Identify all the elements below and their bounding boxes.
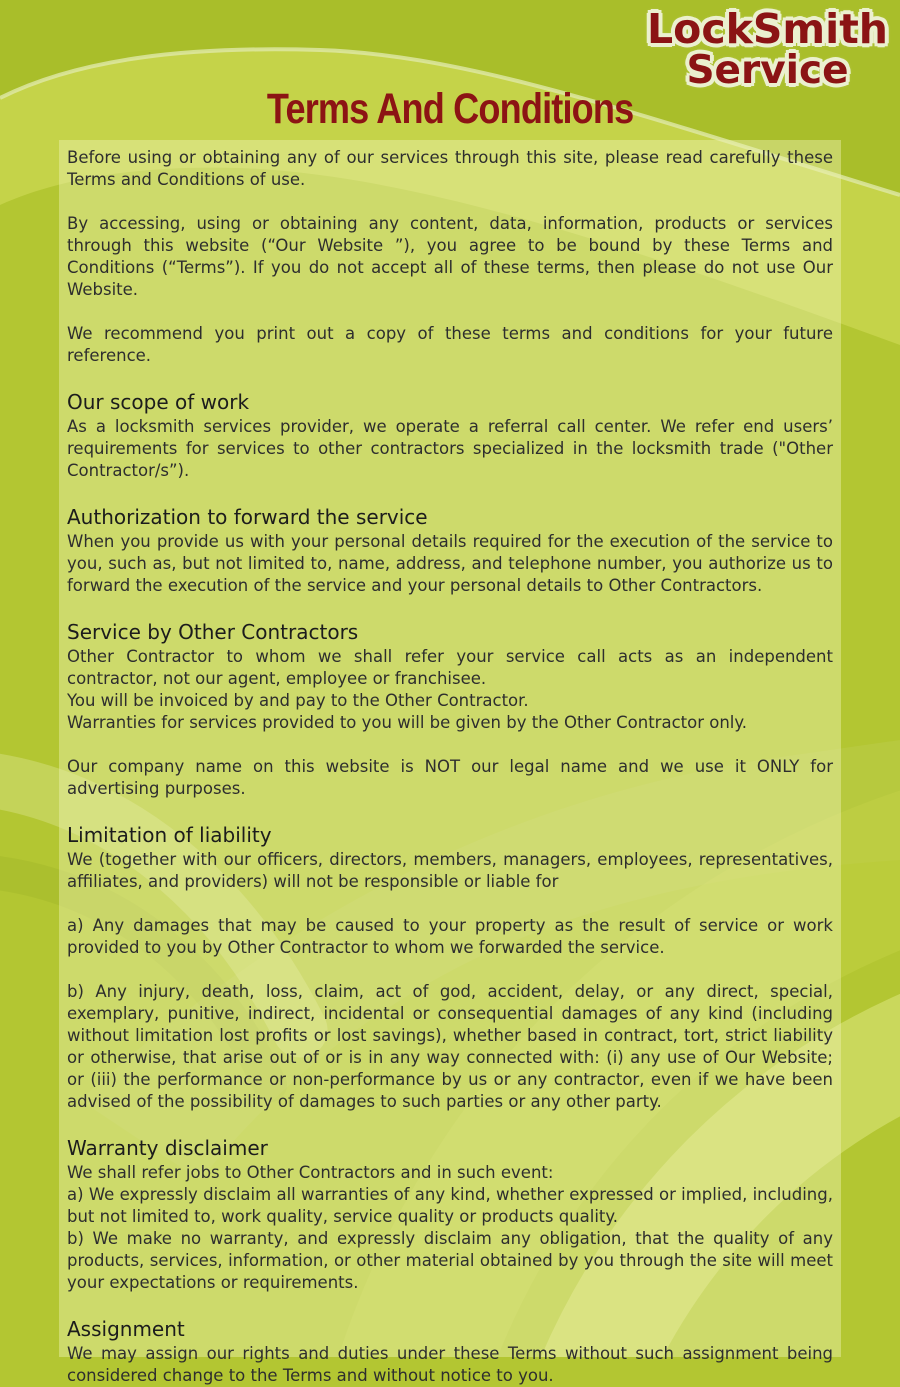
paragraph: Our company name on this website is NOT our legal name and we use it ONLY for advertising purposes.	[67, 757, 833, 798]
logo-line-2: Service	[686, 48, 849, 94]
section-heading: Warranty disclaimer	[67, 1136, 268, 1160]
paragraph: As a locksmith services provider, we operate a referral call center. We refer end users’ requirements for services to other contractors specialized in the locksmith trade ("Other Contractor/s”).	[67, 417, 833, 480]
section-heading: Our scope of work	[67, 390, 250, 414]
paragraph: We shall refer jobs to Other Contractors and in such event: a) We expressly disclaim all warranties of any kind, whether expressed or implied, including, but not limited to, work quality, service quality or products quality. b) We make no warranty, and expressly disclaim any obligation, that the quality of any products, services, information, or other material obtained by you through the site will meet your expectations or requirements.	[67, 1163, 833, 1292]
logo	[647, 5, 888, 94]
paragraph: Before using or obtaining any of our services through this site, please read carefully these Terms and Conditions of use.	[67, 148, 833, 189]
paragraph: We (together with our officers, directors, members, managers, employees, representatives, affiliates, and providers) will not be responsible or liable for	[67, 850, 833, 891]
terms-panel	[59, 140, 841, 1385]
paragraph: Other Contractor to whom we shall refer your service call acts as an independent contractor, not our agent, employee or franchisee. You will be invoiced by and pay to the Other Contractor. Warranties for services provided to you will be given by the Other Contractor only.	[67, 647, 833, 732]
page-title	[0, 86, 900, 132]
page-title-text: Terms And Conditions	[266, 85, 634, 133]
section-heading: Authorization to forward the service	[67, 505, 428, 529]
section-heading: Assignment	[67, 1317, 185, 1341]
section-heading: Service by Other Contractors	[67, 620, 359, 644]
paragraph: a) Any damages that may be caused to your property as the result of service or work provided to you by Other Contractor to whom we forwarded the service.	[67, 916, 833, 957]
paragraph: We may assign our rights and duties under these Terms without such assignment being considered change to the Terms and without notice to you.	[67, 1344, 833, 1385]
logo-line-1: LockSmith	[647, 5, 888, 53]
paragraph: When you provide us with your personal details required for the execution of the service to you, such as, but not limited to, name, address, and telephone number, you authorize us to forward the execution of the service and your personal details to Other Contractors.	[67, 532, 833, 595]
paragraph: By accessing, using or obtaining any content, data, information, products or services through this website (“Our Website ”), you agree to be bound by these Terms and Conditions (“Terms”). If you do not accept all of these terms, then please do not use Our Website.	[67, 214, 833, 299]
paragraph: We recommend you print out a copy of these terms and conditions for your future reference.	[67, 324, 833, 365]
paragraph: b) Any injury, death, loss, claim, act of god, accident, delay, or any direct, special, exemplary, punitive, indirect, incidental or consequential damages of any kind (including without limitation lost profits or lost savings), whether based in contract, tort, strict liability or otherwise, that arise out of or is in any way connected with: (i) any use of Our Website; or (iii) the performance or non-performance by us or any contractor, even if we have been advised of the possibility of damages to such parties or any other party.	[67, 982, 833, 1111]
section-heading: Limitation of liability	[67, 823, 272, 847]
